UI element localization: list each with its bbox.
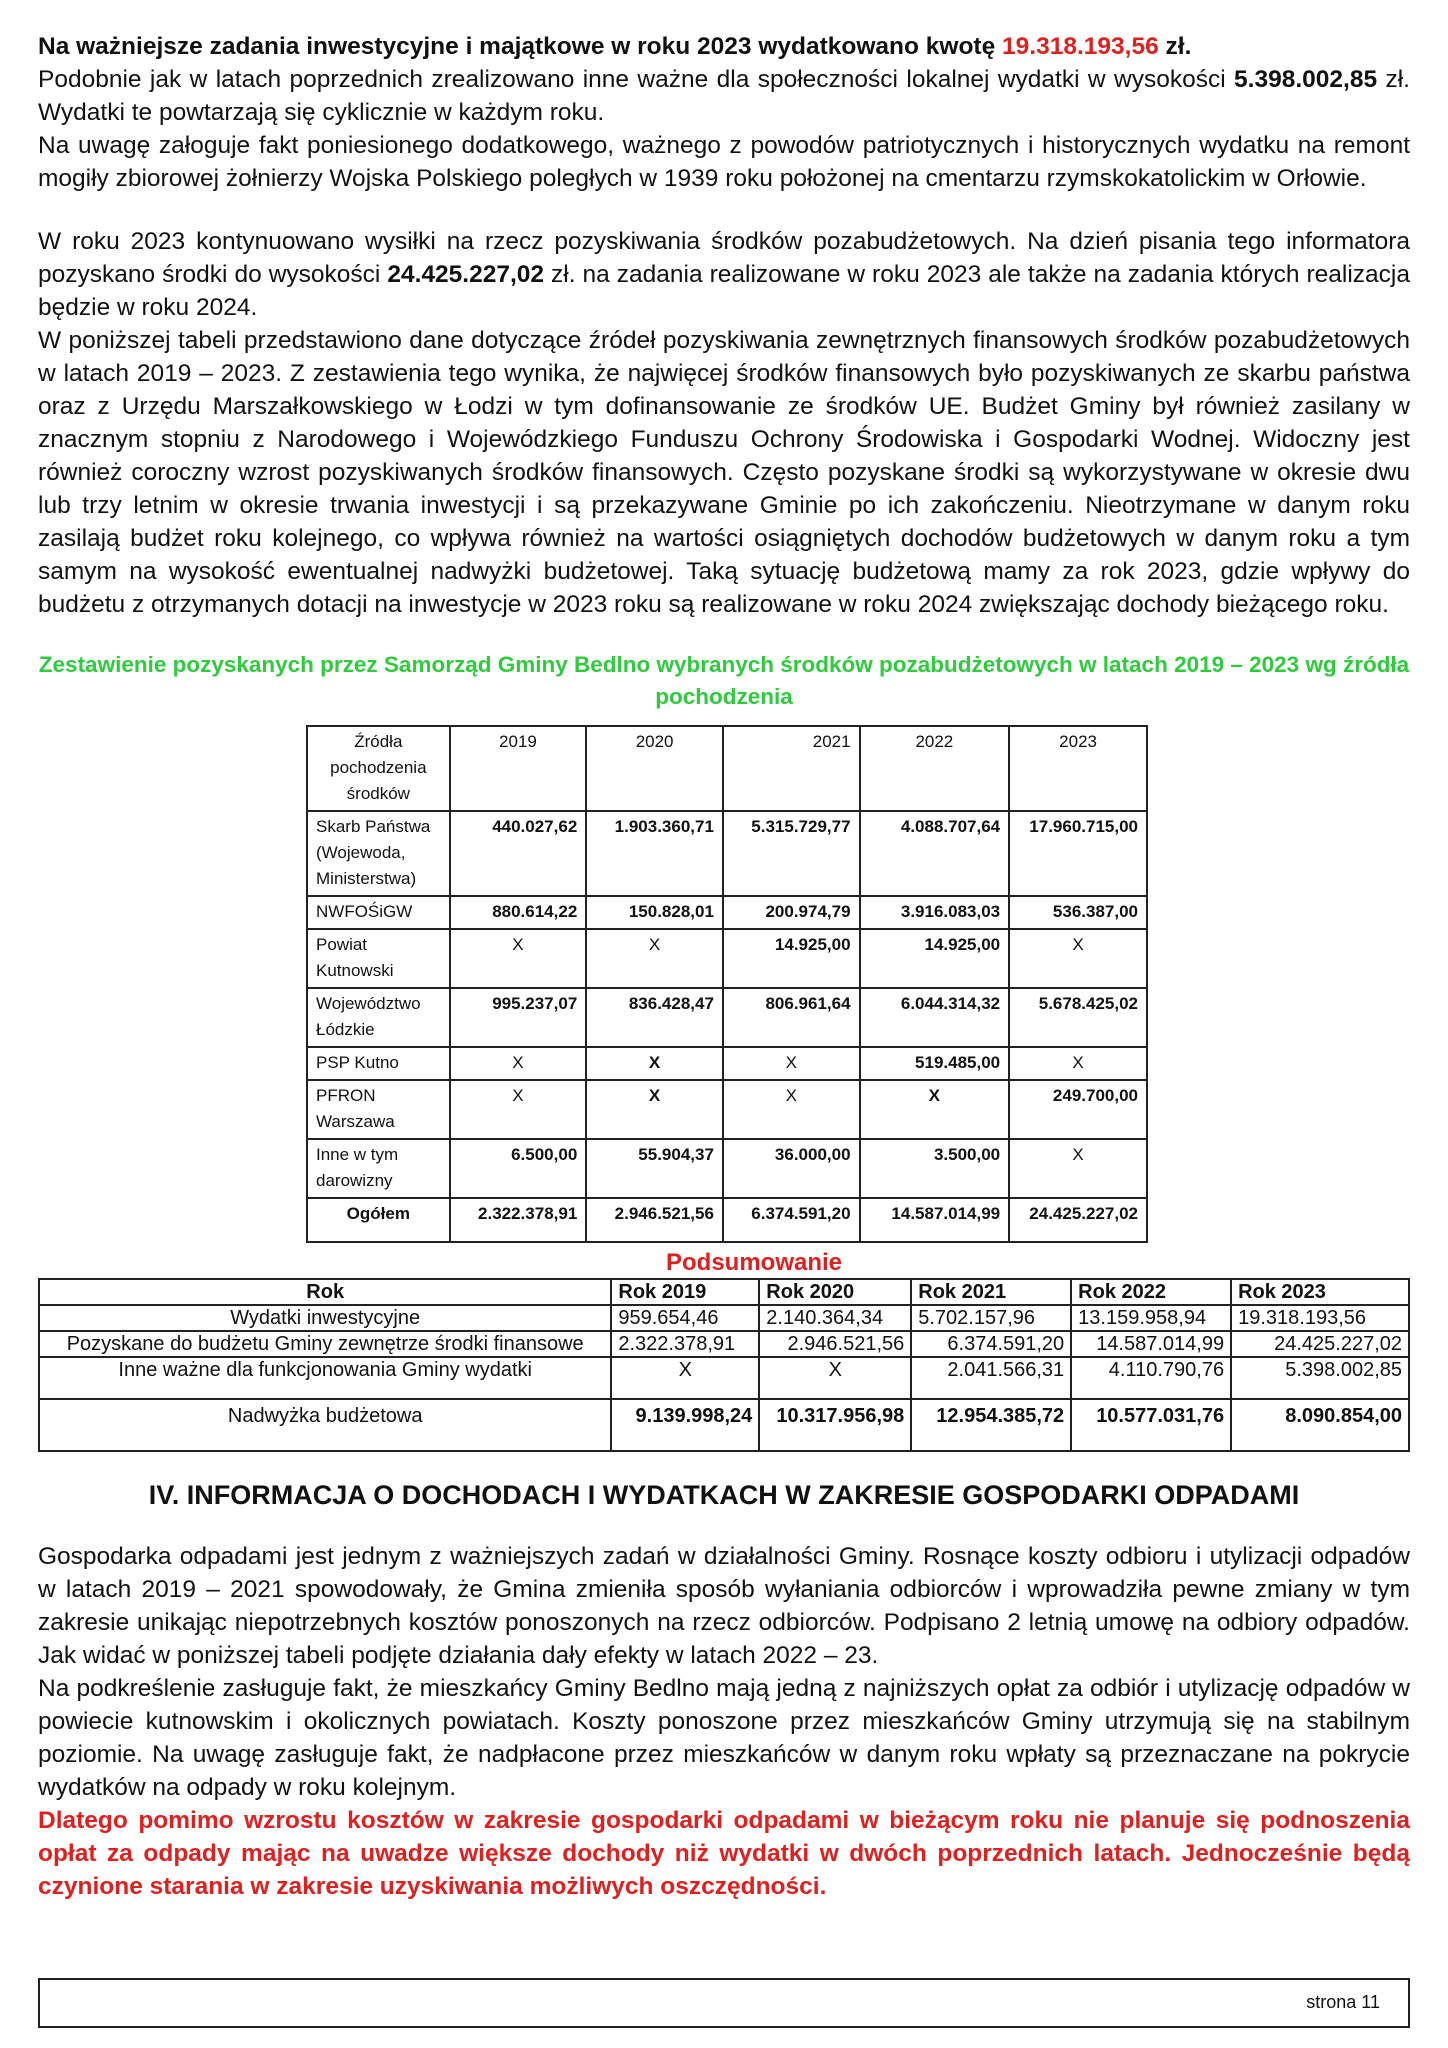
value-cell: 4.088.707,64 (860, 811, 1010, 896)
value-cell: 2.946.521,56 (759, 1331, 911, 1357)
sources-table (306, 725, 1148, 1243)
value-cell: 959.654,46 (611, 1305, 759, 1331)
value-cell: 19.318.193,56 (1231, 1305, 1409, 1331)
surplus-row (39, 1399, 1409, 1451)
row-label: Województwo Łódzkie (307, 988, 450, 1047)
value-cell: X (586, 1080, 723, 1139)
header-cell: Rok 2020 (759, 1279, 911, 1305)
row-label: Inne w tym darowizny (307, 1139, 450, 1198)
investment-amount: 19.318.193,56 (1002, 33, 1159, 60)
value-cell: X (723, 1080, 860, 1139)
table-row (39, 1331, 1409, 1357)
surplus-cell: 10.317.956,98 (759, 1399, 911, 1451)
table-row (307, 929, 1147, 988)
table-row (307, 1080, 1147, 1139)
value-cell: X (759, 1357, 911, 1399)
value-cell: X (450, 1047, 587, 1080)
funds-paragraph-2: W poniższej tabeli przedstawiono dane dotyczące źródeł pozyskiwania zewnętrznych finansowych środków pozabudżetowych w latach 2019 – 2023. Z zestawienia tego wynika, że najwięcej środków finansowych było pozyskiwanych ze skarbu państwa oraz z Urzędu Marszałkowskiego w Łodzi w tym dofinansowanie ze środków UE. Budżet Gminy był również zasilany w znacznym stopniu z Narodowego i Wojewódzkiego Funduszu Ochrony Środowiska i Gospodarki Wodnej. Widoczny jest również coroczny wzrost pozyskiwanych środków finansowych. Często pozyskane środki są wykorzystywane w okresie dwu lub trzy letnim w okresie trwania inwestycji i są przekazywane Gminie po ich zakończeniu. Nieotrzymane w danym roku zasilają budżet roku kolejnego, co wpływa również na wartości osiągniętych dochodów budżetowych w danym roku a tym samym na wysokość ewentualnej nadwyżki budżetowej. Taką sytuację budżetową mamy za rok 2023, gdzie wpływy do budżetu z otrzymanych dotacji na inwestycje w 2023 roku są realizowane w roku 2024 zwiększając dochody bieżącego roku. (38, 327, 1410, 618)
header-cell: Rok 2022 (1071, 1279, 1231, 1305)
value-cell: 24.425.227,02 (1231, 1331, 1409, 1357)
value-cell: 17.960.715,00 (1009, 811, 1147, 896)
header-cell: 2020 (586, 726, 723, 811)
surplus-cell: 10.577.031,76 (1071, 1399, 1231, 1451)
surplus-label: Nadwyżka budżetowa (39, 1399, 611, 1451)
summary-table (38, 1278, 1410, 1452)
value-cell: 55.904,37 (586, 1139, 723, 1198)
intro-paragraph-2: Podobnie jak w latach poprzednich zrealizowano inne ważne dla społeczności lokalnej wydatki w wysokości 5.398.002,85 zł. Wydatki te powtarzają się cyklicznie w każdym roku. (38, 66, 1410, 126)
header-cell: Rok 2021 (911, 1279, 1071, 1305)
section-iv-heading: IV. INFORMACJA O DOCHODACH I WYDATKACH W ZAKRESIE GOSPODARKI ODPADAMI (148, 1480, 1300, 1510)
value-cell: 5.398.002,85 (1231, 1357, 1409, 1399)
table-row (307, 988, 1147, 1047)
funds-amount: 24.425.227,02 (387, 261, 545, 288)
value-cell: 36.000,00 (723, 1139, 860, 1198)
value-cell: X (586, 929, 723, 988)
value-cell: 519.485,00 (860, 1047, 1010, 1080)
total-cell: 2.322.378,91 (450, 1198, 587, 1242)
other-expenses-amount: 5.398.002,85 (1234, 66, 1378, 93)
summary-header-row (39, 1279, 1409, 1305)
value-cell: X (450, 1080, 587, 1139)
row-label: PFRON Warszawa (307, 1080, 450, 1139)
value-cell: 880.614,22 (450, 896, 587, 929)
value-cell: 4.110.790,76 (1071, 1357, 1231, 1399)
surplus-cell: 8.090.854,00 (1231, 1399, 1409, 1451)
value-cell: 836.428,47 (586, 988, 723, 1047)
waste-paragraph-3: Dlatego pomimo wzrostu kosztów w zakresie gospodarki odpadami w bieżącym roku nie planuje się podnoszenia opłat za odpady mając na uwadze większe dochody niż wydatki w dwóch poprzednich latach. Jednocześnie będą czynione starania w zakresie uzyskiwania możliwych oszczędności. (38, 1807, 1410, 1900)
value-cell: 6.500,00 (450, 1139, 587, 1198)
footer (38, 1978, 1410, 2028)
value-cell: X (860, 1080, 1010, 1139)
value-cell: 995.237,07 (450, 988, 587, 1047)
value-cell: 6.044.314,32 (860, 988, 1010, 1047)
value-cell: 2.140.364,34 (759, 1305, 911, 1331)
value-cell: 5.678.425,02 (1009, 988, 1147, 1047)
table-row (307, 1139, 1147, 1198)
value-cell: 5.315.729,77 (723, 811, 860, 896)
summary-title: Podsumowanie (665, 1249, 843, 1276)
value-cell: 13.159.958,94 (1071, 1305, 1231, 1331)
row-label: Skarb Państwa (Wojewoda, Ministerstwa) (307, 811, 450, 896)
value-cell: X (1009, 1139, 1147, 1198)
waste-paragraph-2: Na podkreślenie zasługuje fakt, że mieszkańcy Gminy Bedlno mają jedną z najniższych opłat za odbiór i utylizację odpadów w powiecie kutnowskim i okolicznych powiatach. Koszty ponoszone przez mieszkańców Gminy utrzymują się na stabilnym poziomie. Na uwagę zasługuje fakt, że nadpłacone przez mieszkańców w danym roku wpłaty są przeznaczane na pokrycie wydatków na odpady w roku kolejnym. (38, 1675, 1410, 1801)
value-cell: X (1009, 929, 1147, 988)
page-number: strona 11 (1306, 1992, 1380, 2012)
funds-paragraph-1: W roku 2023 kontynuowano wysiłki na rzecz pozyskiwania środków pozabudżetowych. Na dzień pisania tego informatora pozyskano środki do wysokości 24.425.227,02 zł. na zadania realizowane w roku 2023 ale także na zadania których realizacja będzie w roku 2024. (38, 228, 1410, 321)
row-label: PSP Kutno (307, 1047, 450, 1080)
intro-paragraph-3: Na uwagę załoguje fakt poniesionego dodatkowego, ważnego z powodów patriotycznych i historycznych wydatku na remont mogiły zbiorowej żołnierzy Wojska Polskiego poległych w 1939 roku położonej na cmentarzu rzymskokatolickim w Orłowie. (38, 132, 1410, 192)
table-row (39, 1305, 1409, 1331)
total-cell: 24.425.227,02 (1009, 1198, 1147, 1242)
value-cell: 1.903.360,71 (586, 811, 723, 896)
value-cell: X (450, 929, 587, 988)
value-cell: 3.916.083,03 (860, 896, 1010, 929)
totals-row (307, 1198, 1147, 1242)
table-row (307, 1047, 1147, 1080)
header-cell: Źródła pochodzenia środków (307, 726, 450, 811)
value-cell: 14.925,00 (860, 929, 1010, 988)
row-label: Powiat Kutnowski (307, 929, 450, 988)
surplus-cell: 9.139.998,24 (611, 1399, 759, 1451)
header-cell: Rok 2023 (1231, 1279, 1409, 1305)
sources-table-title: Zestawienie pozyskanych przez Samorząd Gminy Bedlno wybranych środków pozabudżetowych w latach 2019 – 2023 wg źródła pochodzenia (38, 652, 1410, 709)
row-label: Inne ważne dla funkcjonowania Gminy wydatki (39, 1357, 611, 1399)
value-cell: 14.587.014,99 (1071, 1331, 1231, 1357)
header-cell: 2023 (1009, 726, 1147, 811)
intro-paragraph-1: Na ważniejsze zadania inwestycyjne i majątkowe w roku 2023 wydatkowano kwotę 19.318.193,56 zł. (38, 33, 1192, 60)
value-cell: 5.702.157,96 (911, 1305, 1071, 1331)
total-cell: 14.587.014,99 (860, 1198, 1010, 1242)
row-label: NWFOŚiGW (307, 896, 450, 929)
value-cell: 249.700,00 (1009, 1080, 1147, 1139)
value-cell: 14.925,00 (723, 929, 860, 988)
header-cell: Rok 2019 (611, 1279, 759, 1305)
header-cell: 2021 (723, 726, 860, 811)
total-cell: 6.374.591,20 (723, 1198, 860, 1242)
table-row (39, 1357, 1409, 1399)
value-cell: X (1009, 1047, 1147, 1080)
value-cell: X (723, 1047, 860, 1080)
waste-paragraph-1: Gospodarka odpadami jest jednym z ważniejszych zadań w działalności Gminy. Rosnące koszty odbioru i utylizacji odpadów w latach 2019 – 2021 spowodowały, że Gmina zmieniła sposób wyłaniania odbiorców i wprowadziła pewne zmiany w tym zakresie unikając niepotrzebnych kosztów ponoszonych na rzecz odbiorców. Podpisano 2 letnią umowę na odbiory odpadów. Jak widać w poniższej tabeli podjęte działania dały efekty w latach 2022 – 23. (38, 1543, 1410, 1669)
row-label: Pozyskane do budżetu Gminy zewnętrze środki finansowe (39, 1331, 611, 1357)
table-row (307, 896, 1147, 929)
value-cell: X (611, 1357, 759, 1399)
total-label: Ogółem (307, 1198, 450, 1242)
sources-header-row (307, 726, 1147, 811)
value-cell: 150.828,01 (586, 896, 723, 929)
value-cell: 2.322.378,91 (611, 1331, 759, 1357)
value-cell: 440.027,62 (450, 811, 587, 896)
table-row (307, 811, 1147, 896)
value-cell: 2.041.566,31 (911, 1357, 1071, 1399)
value-cell: X (586, 1047, 723, 1080)
value-cell: 200.974,79 (723, 896, 860, 929)
document-page (38, 30, 1410, 1903)
value-cell: 3.500,00 (860, 1139, 1010, 1198)
total-cell: 2.946.521,56 (586, 1198, 723, 1242)
header-cell: 2022 (860, 726, 1010, 811)
value-cell: 6.374.591,20 (911, 1331, 1071, 1357)
header-cell: Rok (39, 1279, 611, 1305)
value-cell: 806.961,64 (723, 988, 860, 1047)
surplus-cell: 12.954.385,72 (911, 1399, 1071, 1451)
value-cell: 536.387,00 (1009, 896, 1147, 929)
row-label: Wydatki inwestycyjne (39, 1305, 611, 1331)
header-cell: 2019 (450, 726, 587, 811)
